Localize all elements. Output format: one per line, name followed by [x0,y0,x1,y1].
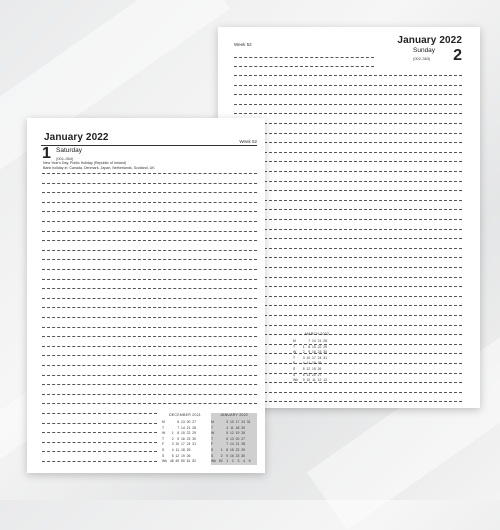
holiday-notes [43,161,155,170]
week-number: 12 [317,378,322,383]
weekday-label: T [162,436,165,441]
calendar-day: 31 [246,420,251,424]
ruled-line [234,334,462,335]
calendar-day: 25 [317,361,322,366]
ruled-line [234,392,462,393]
calendar-day: 29 [192,431,196,436]
holiday-line: New Year's Day, Public Holiday (Republic of Ireland) [43,161,127,165]
ruled-line [234,123,462,124]
mini-calendar-march [293,332,341,382]
ruled-line [42,211,257,212]
header-rule [41,145,257,146]
weekday-label: M [211,420,214,424]
calendar-day: 11 [175,447,180,452]
calendar-day: 14 [181,425,185,430]
calendar-day: 18 [312,361,316,366]
weekday-label: W [211,431,215,436]
weekday-label: M [162,420,165,424]
week-number: 4 [243,459,245,464]
ruled-line [234,171,462,172]
calendar-day: 19 [235,431,240,436]
calendar-day: 3 [226,420,229,424]
calendar-day: 30 [192,436,196,441]
weekday-label: S [211,447,214,452]
ruled-line [42,461,157,462]
day-name: Saturday [56,147,83,154]
ruled-line [42,451,157,452]
calendar-day: 29 [241,447,245,452]
weekday-label: Wk [162,459,167,464]
ruled-line [42,298,257,299]
calendar-day: 13 [306,372,311,377]
calendar-day: 23 [186,436,191,441]
calendar-day: 6 [302,372,305,377]
week-number: 11 [312,378,316,383]
calendar-day: 21 [235,442,240,447]
calendar-day: 12 [175,453,180,458]
calendar-day: 16 [230,453,234,458]
calendar-day: 9 [177,436,180,441]
week-number: 10 [306,378,311,383]
calendar-day: 16 [312,350,316,355]
week-number: 48 [169,459,174,464]
weekday-label: F [211,442,214,447]
ruled-line [234,238,462,239]
calendar-day: 2 [171,436,174,441]
mini-calendar-row [293,378,341,384]
ruled-line [234,353,462,354]
calendar-day: 10 [230,420,234,424]
calendar-day: 26 [241,431,245,436]
ruled-line [42,240,257,241]
calendar-day: 3 [171,442,174,447]
calendar-day: 17 [181,442,185,447]
calendar-day: 1 [302,344,305,349]
mini-calendar-row [162,459,208,465]
weekday-label: S [211,453,214,458]
calendar-day: 2 [302,350,305,355]
ruled-line [234,104,462,105]
calendar-day: 10 [306,355,311,360]
calendar-day: 28 [323,339,327,343]
ruled-line [42,221,257,222]
ruled-line [42,250,257,251]
day-ordinal: (001-364) [56,156,74,161]
day-number: 1 [42,145,51,162]
ruled-line [234,267,462,268]
week-label: Week 52 [239,139,257,144]
day-name: Sunday [413,47,436,54]
ruled-line [234,325,462,326]
calendar-day: 8 [226,447,229,452]
ruled-line [42,365,257,366]
calendar-day: 27 [192,420,196,424]
ruled-line [234,57,374,58]
diary-page-saturday [27,118,265,473]
week-number: 51 [186,459,191,464]
week-number: 3 [237,459,240,464]
calendar-day: 10 [175,442,180,447]
ruled-line [42,327,257,328]
calendar-day: 27 [317,372,322,377]
weekday-label: T [162,425,165,430]
weekday-label: W [293,350,297,355]
ruled-line [42,375,257,376]
ruled-line [42,288,257,289]
weekday-label: Wk [211,459,216,464]
week-number: 13 [323,378,327,383]
calendar-day: 19 [312,366,316,371]
ruled-line [42,355,257,356]
ruled-line [234,142,462,143]
ruled-line [234,75,462,76]
week-number: 2 [231,459,234,464]
calendar-day: 26 [186,453,191,458]
week-number: 5 [248,459,251,464]
weekday-label: T [211,436,214,441]
ruled-line [42,259,257,260]
ruled-line [234,94,462,95]
ruled-line [42,231,257,232]
calendar-day: 1 [220,447,223,452]
calendar-day: 26 [317,366,322,371]
calendar-day: 27 [241,436,245,441]
calendar-day: 22 [317,344,322,349]
ruled-line [234,85,462,86]
ruled-line [42,432,157,433]
mini-calendar-title: JANUARY 2022 [219,413,249,417]
ruled-line [42,192,257,193]
ruled-line [234,190,462,191]
week-number: 52 [218,459,223,464]
month-year-title: January 2022 [44,132,109,143]
weekday-label: M [293,339,296,343]
calendar-day: 17 [235,420,240,424]
mini-calendar-row [211,459,257,465]
week-label: Week 52 [234,42,252,47]
calendar-day: 18 [235,425,240,430]
calendar-day: 2 [220,453,223,458]
calendar-day: 6 [177,420,180,424]
ruled-line [234,373,462,374]
calendar-day: 30 [323,350,327,355]
ruled-line [234,305,462,306]
ruled-line [42,307,257,308]
calendar-day: 28 [241,442,245,447]
weekday-label: S [293,372,296,377]
ruled-line [234,209,462,210]
week-number: 1 [226,459,229,464]
ruled-line [42,384,257,385]
ruled-line [234,113,462,114]
calendar-day: 21 [317,339,322,343]
weekday-label: F [162,442,165,447]
calendar-day: 11 [230,425,234,430]
calendar-day: 20 [186,420,191,424]
ruled-line [42,183,257,184]
ruled-line [234,219,462,220]
weekday-label: T [211,425,214,430]
ruled-line [234,286,462,287]
ruled-line [234,248,462,249]
ruled-line [234,152,462,153]
ruled-line [234,133,462,134]
ruled-line [234,161,462,162]
calendar-day: 30 [241,453,245,458]
ruled-line [42,173,257,174]
ruled-line [42,336,257,337]
weekday-label: S [162,453,165,458]
calendar-day: 9 [308,350,311,355]
weekday-label: S [162,447,165,452]
day-ordinal: (002-363) [413,56,431,61]
calendar-day: 7 [308,339,311,343]
ruled-line [42,394,257,395]
calendar-day: 31 [323,355,327,360]
week-number: 50 [181,459,185,464]
ruled-line [42,413,157,414]
mini-calendar-january [211,413,257,465]
calendar-day: 24 [241,420,245,424]
calendar-day: 20 [235,436,240,441]
ruled-line [234,66,374,67]
ruled-line [234,277,462,278]
calendar-day: 19 [181,453,185,458]
weekday-label: Wk [293,378,298,383]
ruled-line [42,442,157,443]
calendar-day: 22 [235,447,240,452]
month-year-title: January 2022 [397,35,462,46]
ruled-line [234,200,462,201]
calendar-day: 20 [312,372,316,377]
calendar-day: 14 [312,339,316,343]
mini-calendar-december [162,413,208,465]
ruled-line [234,363,462,364]
calendar-day: 4 [302,361,305,366]
mini-calendar-grid [162,420,208,465]
ruled-line [234,401,462,402]
calendar-day: 3 [302,355,305,360]
calendar-day: 22 [186,431,191,436]
calendar-day: 9 [226,453,229,458]
calendar-day: 12 [230,431,234,436]
week-number: 52 [192,459,196,464]
holiday-line: Bank holiday in: Canada, Denmark, Japan, Netherlands, Scotland, UK [43,165,155,170]
weekday-label: F [293,361,296,366]
calendar-day: 4 [226,425,229,430]
calendar-day: 5 [171,453,174,458]
ruled-line [234,382,462,383]
ruled-line [42,423,157,424]
ruled-line [234,181,462,182]
calendar-day: 8 [308,344,311,349]
calendar-day: 8 [177,431,180,436]
weekday-label: W [162,431,166,436]
mini-calendar-title: MARCH 2022 [304,332,330,336]
ruled-line [234,344,462,345]
weekday-label: S [293,366,296,371]
week-number: 49 [175,459,180,464]
ruled-line [234,257,462,258]
ruled-line [234,296,462,297]
calendar-day: 23 [235,453,240,458]
calendar-day: 1 [171,431,174,436]
calendar-day: 4 [171,447,174,452]
calendar-day: 14 [230,442,234,447]
week-number: 9 [302,378,305,383]
calendar-day: 11 [306,361,311,366]
calendar-day: 18 [181,447,185,452]
calendar-day: 17 [312,355,316,360]
ruled-line [42,269,257,270]
calendar-day: 5 [226,431,229,436]
mini-calendar-title: DECEMBER 2021 [169,413,201,417]
calendar-day: 7 [226,442,229,447]
weekday-label: T [293,344,296,349]
day-number: 2 [453,47,462,64]
ruled-line [42,403,257,404]
ruled-line [234,315,462,316]
ruled-line [42,317,257,318]
mini-calendar-grid [293,339,341,384]
mini-calendar-grid [211,420,257,465]
ruled-line [234,229,462,230]
weekday-label: T [293,355,296,360]
calendar-day: 29 [323,344,327,349]
calendar-day: 15 [181,431,185,436]
calendar-day: 6 [226,436,229,441]
calendar-day: 28 [192,425,196,430]
calendar-day: 15 [230,447,234,452]
calendar-day: 7 [177,425,180,430]
calendar-day: 13 [181,420,185,424]
calendar-day: 24 [317,355,322,360]
calendar-day: 25 [186,447,191,452]
calendar-day: 21 [186,425,191,430]
ruled-line [42,202,257,203]
calendar-day: 15 [312,344,316,349]
calendar-day: 5 [302,366,305,371]
calendar-day: 12 [306,366,311,371]
calendar-day: 31 [192,442,196,447]
calendar-day: 25 [241,425,245,430]
ruled-line [42,279,257,280]
calendar-day: 16 [181,436,185,441]
calendar-day: 13 [230,436,234,441]
calendar-day: 23 [317,350,322,355]
ruled-line [42,346,257,347]
calendar-day: 24 [186,442,191,447]
